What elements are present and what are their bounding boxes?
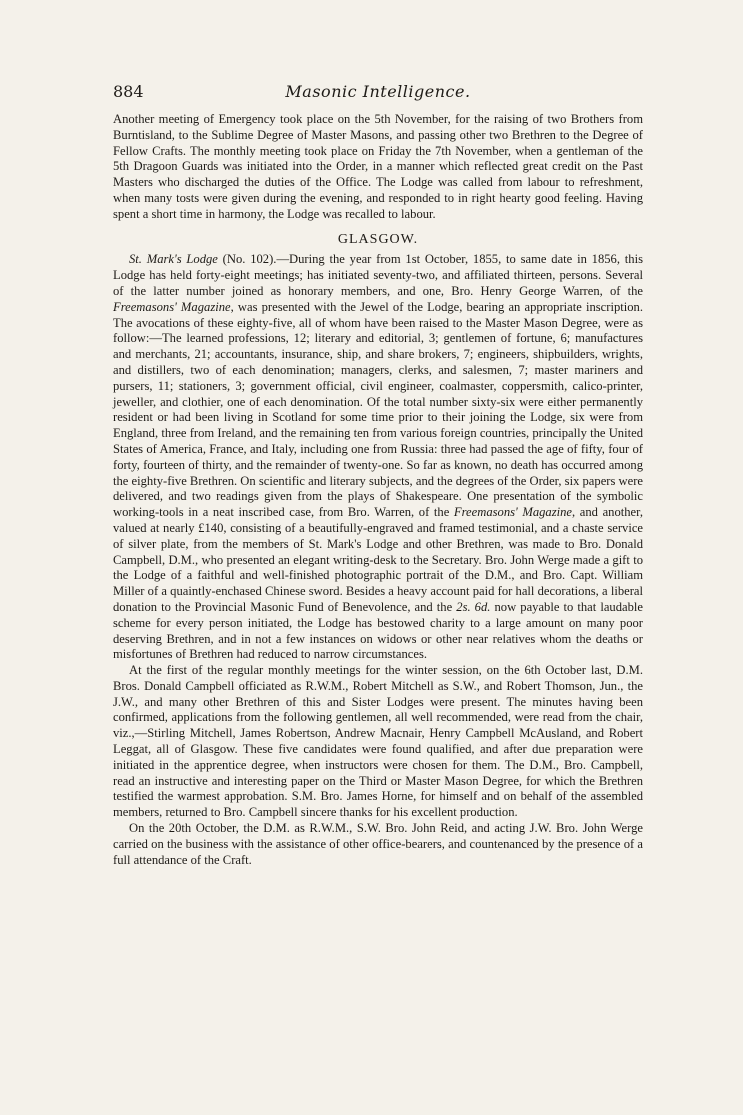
lodge-name: St. Mark's Lodge [129,252,218,267]
running-title: Masonic Intelligence. [285,82,471,101]
lodge-text-2: , was presented with the Jewel of the Lodge, bearing an appropriate inscription. The avocations of these eighty-five, all of whom have been raised to the Master Mason Degree, were as follow:—The learned professions, 12; literary and editorial, 3; gentlemen of fortune, 6; manufactures and merchants, 21; accountants, insurance, ship, and share brokers, 7; engineers, shipbuilders, wrights, and distillers, two of each denomination; managers, clerks, and salesmen, 7; master mariners and pursers, 11; stationers, 3; government official, civil engineer, coalmaster, coppersmith, calico-printer, jeweller, and clothier, one of each denomination. Of the total number sixty-six were either permanently resident or had been living in Scotland for some time prior to their joining the Lodge, six were from England, three from Ireland, and the remaining ten from various foreign countries, principally the United States of America, France, and Italy, including one from Russia: three had passed the age of fifty, four of forty, fourteen of thirty, and the remainder of twenty-one. So far as known, no death has occurred among the eighty-five Brethren. On scientific and literary subjects, and the degrees of the Order, six papers were delivered, and two readings given from the plays of Shakespeare. One presentation of the symbolic working-tools in a neat inscribed case, from Bro. Warren, of the [113,299,643,520]
lodge-text-1: (No. 102).—During the year from 1st October, 1855, to same date in 1856, this Lodge has held forty-eight meetings; has initiated seventy-two, and affiliated thirteen, persons. Several of the latter number joined as honorary members, and one, Bro. Henry George Warren, of the [113,252,643,298]
magazine-title: Freemasons' Magazine [113,299,231,314]
final-paragraph: On the 20th October, the D.M. as R.W.M., S.W. Bro. John Reid, and acting J.W. Bro. John Werge carried on the business with the assistance of other office-bearers, and countenanced by the presence of a full attendance of the Craft. [113,821,643,867]
text-column [113,112,643,868]
intro-paragraph: Another meeting of Emergency took place on the 5th November, for the raising of two Brothers from Burntisland, to the Sublime Degree of Master Masons, and passing other two Brethren to the Degree of Fellow Crafts. The monthly meeting took place on Friday the 7th November, when a gentleman of the 5th Dragoon Guards was initiated into the Order, in a manner which reflected great credit on the Past Masters who discharged the duties of the Office. The Lodge was called from labour to refreshment, when many tosts were given during the evening, and responded to in right hearty good feeling. Having spent a short time in harmony, the Lodge was recalled to labour. [113,112,643,221]
meeting-paragraph: At the first of the regular monthly meetings for the winter session, on the 6th October last, D.M. Bros. Donald Campbell officiated as R.W.M., Robert Mitchell as S.W., and Robert Thomson, Jun., the J.W., and many other Brethren of this and Sister Lodges were present. The minutes having been confirmed, applications from the following gentlemen, all well recommended, were read from the chair, viz.,—Stirling Mitchell, James Robertson, Andrew Macnair, Henry Campbell McAusland, and Robert Leggat, all of Glasgow. These five candidates were found qualified, and after due preparation were initiated in the apprentice degree, when instructors were chosen for them. The D.M., Bro. Campbell, read an instructive and interesting paper on the Third or Master Mason Degree, for which the Brethren testified the warmest approbation. S.M. Bro. James Horne, for himself and on behalf of the assembled members, returned to Bro. Campbell sincere thanks for his excellent production. [113,663,643,820]
magazine-title-2: Freemasons' Magazine [453,505,572,520]
section-heading-glasgow: GLASGOW. [337,231,419,247]
lodge-report-paragraph [113,252,643,663]
lodge-text-3: , and another, valued at nearly £140, consisting of a beautifully-engraved and framed testimonial, and a chaste service of silver plate, from the members of St. Mark's Lodge and other Brethren, was made to Bro. Donald Campbell, D.M., who presented an elegant writing-desk to the Secretary. Bro. John Werge made a gift to the Lodge of a faithful and well-finished photographic portrait of the D.M., and Bro. Capt. William Miller of a quaintly-enchased Chinese sword. Besides a heavy account paid for hall decorations, a liberal donation to the Provincial Masonic Fund of Benevolence, and the [113,505,643,614]
page-number: 884 [113,82,144,101]
running-head [113,82,643,112]
fee-amount: 2s. 6d. [456,599,491,614]
lodge-text-4: now payable to that laudable scheme for every person initiated, the Lodge has bestowed charity to a large amount on many poor deserving Brethren, and in not a few instances on widows or other near relatives whom the deaths or misfortunes of Brethren had reduced to narrow circumstances. [113,599,643,662]
